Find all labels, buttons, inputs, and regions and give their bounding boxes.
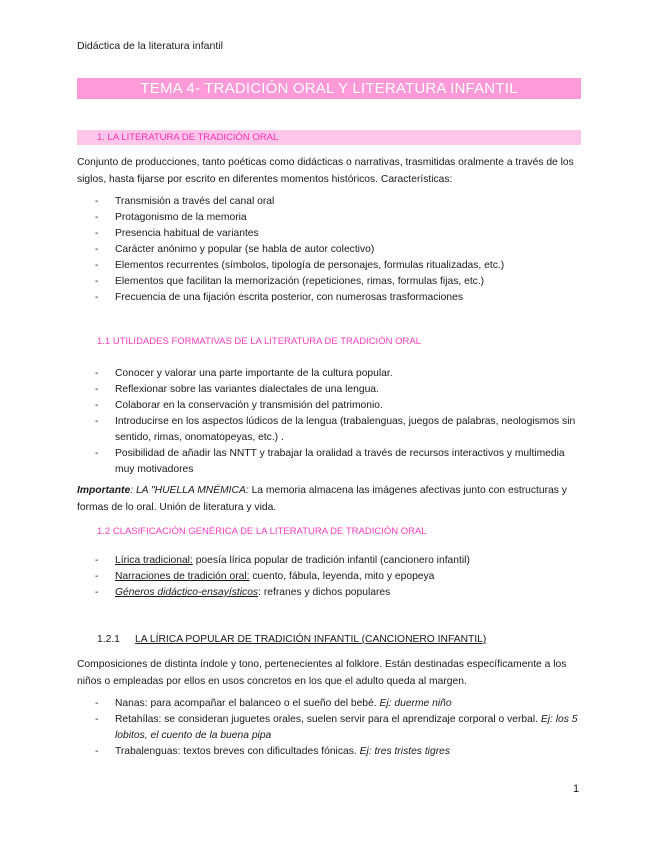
- list-item: - Carácter anónimo y popular (se habla de autor colectivo): [77, 242, 581, 258]
- item-text: Nanas: para acompañar el balanceo o el sueño del bebé.: [115, 698, 380, 709]
- running-header: Didáctica de la literatura infantil: [77, 40, 223, 52]
- list-item: - Elementos que facilitan la memorización (repeticiones, rimas, formulas fijas, etc.): [77, 274, 581, 290]
- list-item: - Protagonismo de la memoria: [77, 210, 581, 226]
- genre-term: Lírica tradicional:: [115, 555, 193, 566]
- section-1-intro: Conjunto de producciones, tanto poéticas como didácticas o narrativas, trasmitidas oralmente a través de los siglos, hasta fijarse por escrito en diferentes momentos históricos. Características:: [77, 157, 574, 185]
- item-text: Trabalenguas: textos breves con dificultades fónicas.: [115, 746, 360, 757]
- section-heading-1: 1. LA LITERATURA DE TRADICIÓN ORAL: [77, 130, 581, 145]
- utilities-list: [77, 366, 581, 478]
- list-item: - Presencia habitual de variantes: [77, 226, 581, 242]
- classification-list: [77, 553, 581, 601]
- list-item: - Transmisión a través del canal oral: [77, 194, 581, 210]
- genre-term: Narraciones de tradición oral:: [115, 571, 250, 582]
- important-colon: :: [245, 485, 249, 496]
- item-example: Ej: duerme niño: [379, 698, 452, 709]
- lyric-types-list: [77, 696, 581, 760]
- important-label: Importante: [77, 485, 131, 496]
- list-item: [77, 744, 581, 760]
- list-item: - Frecuencia de una fijación escrita posterior, con numerosas trasformaciones: [77, 290, 581, 306]
- section-1-2-1-intro: Composiciones de distinta índole y tono, pertenecientes al folklore. Están destinadas específicamente a los niños o empleadas por ellos en usos concretos en los que el adulto queda al margen.: [77, 659, 567, 687]
- list-item: - Reflexionar sobre las variantes dialectales de una lengua.: [77, 382, 581, 398]
- genre-text: poesía lírica popular de tradición infantil (cancionero infantil): [192, 555, 470, 566]
- list-item: [77, 553, 581, 569]
- list-item: [77, 569, 581, 585]
- list-item: - Posibilidad de añadir las NNTT y trabajar la oralidad a través de recursos interactivos y multimedia muy motivadores: [77, 446, 581, 478]
- important-term: : LA "HUELLA MNÉMICA: [130, 485, 246, 496]
- page-number: 1: [573, 783, 580, 795]
- section-heading-1-2-1: [97, 634, 486, 645]
- important-note: [77, 483, 581, 516]
- list-item: - Conocer y valorar una parte importante de la cultura popular.: [77, 366, 581, 382]
- list-item: [77, 712, 581, 744]
- characteristics-list: [77, 194, 581, 306]
- genre-text: cuento, fábula, leyenda, mito y epopeya: [249, 571, 435, 582]
- list-item: - Colaborar en la conservación y transmisión del patrimonio.: [77, 398, 581, 414]
- list-item: - Elementos recurrentes (símbolos, tipología de personajes, formulas ritualizadas, etc.): [77, 258, 581, 274]
- genre-text: : refranes y dichos populares: [258, 587, 391, 598]
- section-title: LA LÍRICA POPULAR DE TRADICIÓN INFANTIL (CANCIONERO INFANTIL): [135, 634, 487, 645]
- genre-term: Géneros didáctico-ensayísticos: [115, 587, 259, 598]
- section-number: 1.2.1: [97, 634, 120, 645]
- document-title: TEMA 4- TRADICIÓN ORAL Y LITERATURA INFANTIL: [77, 78, 581, 99]
- important-text: La memoria almacena las imágenes afectivas junto con estructuras y formas de lo oral. Unión de literatura y vida.: [77, 485, 567, 513]
- item-example: Ej: los 5 lobitos, el cuento de la buena pipa: [115, 714, 578, 741]
- section-heading-1-2: 1.2 CLASIFICACIÓN GENÉRICA DE LA LITERATURA DE TRADICIÓN ORAL: [97, 526, 427, 537]
- section-heading-1-1: 1.1 UTILIDADES FORMATIVAS DE LA LITERATURA DE TRADICIÓN ORAL: [97, 336, 421, 347]
- item-example: Ej: tres tristes tigres: [359, 746, 450, 757]
- list-item: - Introducirse en los aspectos lúdicos de la lengua (trabalenguas, juegos de palabras, neologismos sin sentido, rimas, onomatopeyas, etc.) .: [77, 414, 581, 446]
- item-text: Retahílas: se consideran juguetes orales, suelen servir para el aprendizaje corporal o verbal.: [115, 714, 541, 725]
- list-item: [77, 585, 581, 601]
- list-item: [77, 696, 581, 712]
